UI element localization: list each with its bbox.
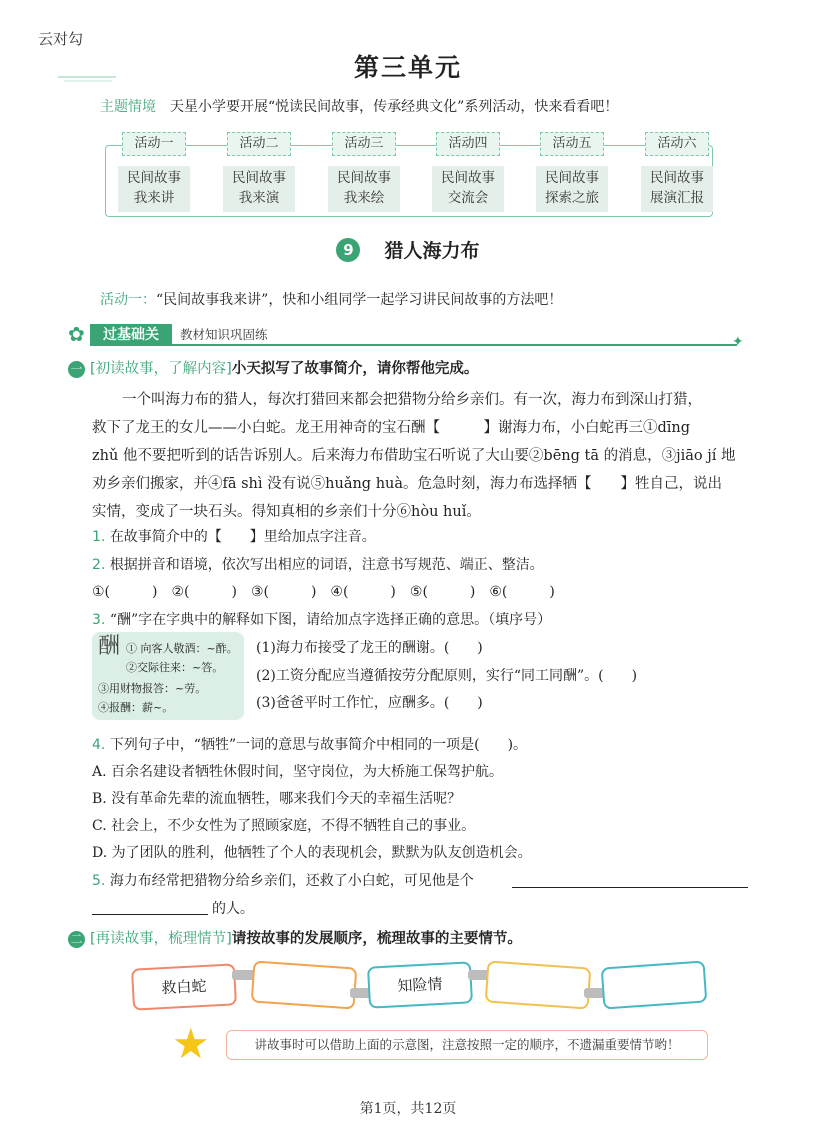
part-instruction: 小天拟写了故事简介，请你帮他完成。 bbox=[231, 361, 479, 377]
answer-line[interactable] bbox=[512, 886, 748, 888]
story-line: 救下了龙王的女儿——小白蛇。龙王用神奇的宝石酬【 】谢海力布，小白蛇再三①dīng bbox=[92, 420, 691, 436]
activity-timeline bbox=[105, 136, 713, 217]
plot-box[interactable] bbox=[601, 960, 708, 1009]
activity-3 bbox=[324, 132, 404, 212]
question-4 bbox=[92, 734, 527, 754]
tip-bubble: 讲故事时可以借助上面的示意图，注意按照一定的顺序，不遗漏重要情节哟！ bbox=[226, 1030, 708, 1060]
part-number-badge: 二 bbox=[68, 931, 85, 948]
activity-box: 民间故事 我来讲 bbox=[118, 166, 190, 212]
activity-1 bbox=[114, 132, 194, 212]
answer-blanks[interactable]: ①( ) ②( ) ③( ) ④( ) ⑤( ) ⑥( ) bbox=[92, 584, 555, 600]
activity-box: 民间故事 交流会 bbox=[432, 166, 504, 212]
activity-2 bbox=[219, 132, 299, 212]
question-number: 4. bbox=[92, 737, 106, 753]
activity-box: 民间故事 探索之旅 bbox=[536, 166, 608, 212]
answer-line[interactable] bbox=[92, 913, 208, 915]
q3-item: (2)工资分配应当遵循按劳分配原则，实行“同工同酬”。( ) bbox=[256, 668, 638, 684]
activity-box: 民间故事 我来绘 bbox=[328, 166, 400, 212]
option-b: B. 没有革命先辈的流血牺牲，哪来我们今天的幸福生活呢？ bbox=[92, 791, 462, 807]
plot-box: 知险情 bbox=[367, 961, 473, 1008]
section-badge: 过基础关 bbox=[90, 324, 172, 346]
dict-def: ②交际往来：~答。 bbox=[126, 661, 224, 674]
question-text: 在故事简介中的【 】里给加点字注音。 bbox=[109, 529, 376, 545]
dict-def: ① 向客人敬酒：~酢。 bbox=[126, 642, 238, 655]
theme-tag: 主题情境 bbox=[100, 99, 156, 115]
activity-label: 活动五 bbox=[540, 132, 604, 156]
lesson-heading bbox=[0, 236, 816, 263]
page-footer: 第1页，共12页 bbox=[359, 1101, 457, 1117]
story-line: 劝乡亲们搬家，并④fā shì 没有说⑤huǎng huà。危急时刻，海力布选择牺【 】牲自己，说出 bbox=[92, 476, 723, 492]
activity-6 bbox=[637, 132, 717, 212]
q3-item: (3)爸爸平时工作忙，应酬多。( ) bbox=[256, 695, 483, 711]
activity-4 bbox=[428, 132, 508, 212]
plot-box[interactable] bbox=[485, 960, 592, 1009]
story-summary bbox=[92, 386, 752, 526]
section-subtitle: 教材知识巩固练 bbox=[180, 327, 268, 342]
section-divider bbox=[172, 344, 737, 346]
star-mascot-icon: ✿ bbox=[68, 322, 85, 346]
activity-box: 民间故事 展演汇报 bbox=[641, 166, 713, 212]
q3-item: (1)海力布接受了龙王的酬谢。( ) bbox=[256, 640, 483, 656]
part-number-badge: 一 bbox=[68, 361, 85, 378]
dictionary-char: 酬 bbox=[98, 634, 121, 659]
activity-one-intro bbox=[100, 289, 562, 309]
story-line: 一个叫海力布的猎人，每次打猎回来都会把猎物分给乡亲们。有一次，海力布到深山打猎， bbox=[122, 392, 702, 408]
star-mascot-icon: ★ bbox=[172, 1019, 210, 1068]
theme-text: 天星小学要开展“悦读民间故事，传承经典文化”系列活动，快来看看吧！ bbox=[170, 99, 619, 115]
question-text: “酬”字在字典中的解释如下图，请给加点字选择正确的意思。（填序号） bbox=[109, 612, 552, 628]
theme-line bbox=[100, 96, 618, 116]
activity-label: 活动六 bbox=[645, 132, 709, 156]
lesson-number-badge: 9 bbox=[336, 238, 360, 262]
option-d: D. 为了团队的胜利，他牺牲了个人的表现机会，默默为队友创造机会。 bbox=[92, 845, 532, 861]
question-text: 海力布经常把猎物分给乡亲们，还救了小白蛇，可见他是个 bbox=[109, 873, 474, 889]
story-line: zhǔ 他不要把听到的话告诉别人。后来海力布借助宝石听说了大山要②bēng tā 的消息，③jiāo jí 地 bbox=[92, 448, 736, 464]
activity-label: 活动三 bbox=[332, 132, 396, 156]
dict-def: ③用财物报答：~劳。 bbox=[98, 682, 207, 695]
part-tag: [再读故事，梳理情节] bbox=[90, 931, 232, 947]
activity-one-tag: 活动一： bbox=[100, 292, 156, 308]
activity-5 bbox=[532, 132, 612, 212]
question-number: 3. bbox=[92, 612, 106, 628]
question-2 bbox=[92, 554, 544, 574]
activity-label: 活动四 bbox=[436, 132, 500, 156]
question-text: 根据拼音和语境，依次写出相应的词语，注意书写规范、端正、整洁。 bbox=[109, 557, 544, 573]
part-instruction: 请按故事的发展顺序，梳理故事的主要情节。 bbox=[231, 931, 522, 947]
option-a: A. 百余名建设者牺牲休假时间，坚守岗位，为大桥施工保驾护航。 bbox=[92, 764, 504, 780]
brand-logo-text: 云对勾 bbox=[38, 30, 84, 48]
question-text: 下列句子中，“牺牲”一词的意思与故事简介中相同的一项是( )。 bbox=[109, 737, 528, 753]
activity-label: 活动一 bbox=[122, 132, 186, 156]
dict-def: ④报酬：薪~。 bbox=[98, 701, 174, 714]
dictionary-card bbox=[92, 632, 244, 720]
part-tag: [初读故事，了解内容] bbox=[90, 361, 232, 377]
activity-one-text: “民间故事我来讲”，快和小组同学一起学习讲民间故事的方法吧！ bbox=[156, 292, 563, 308]
unit-title: 第三单元 bbox=[353, 53, 462, 82]
question-number: 1. bbox=[92, 529, 106, 545]
story-line: 实情，变成了一块石头。得知真相的乡亲们十分⑥hòu huǐ。 bbox=[92, 504, 481, 520]
plot-chain bbox=[128, 954, 718, 1024]
question-5 bbox=[92, 870, 474, 890]
star-icon: ✦ bbox=[732, 334, 744, 350]
question-number: 2. bbox=[92, 557, 106, 573]
activity-label: 活动二 bbox=[227, 132, 291, 156]
question-5-tail: 的人。 bbox=[212, 901, 254, 917]
plot-box[interactable] bbox=[251, 960, 358, 1009]
part2-heading bbox=[68, 927, 522, 948]
activity-box: 民间故事 我来演 bbox=[223, 166, 295, 212]
question-3 bbox=[92, 609, 551, 629]
option-c: C. 社会上，不少女性为了照顾家庭，不得不牺牲自己的事业。 bbox=[92, 818, 476, 834]
question-number: 5. bbox=[92, 873, 106, 889]
plot-box: 救白蛇 bbox=[131, 963, 237, 1010]
section-header bbox=[68, 322, 748, 348]
part1-heading bbox=[68, 357, 478, 378]
question-1 bbox=[92, 526, 376, 546]
lesson-title: 猎人海力布 bbox=[384, 240, 480, 262]
